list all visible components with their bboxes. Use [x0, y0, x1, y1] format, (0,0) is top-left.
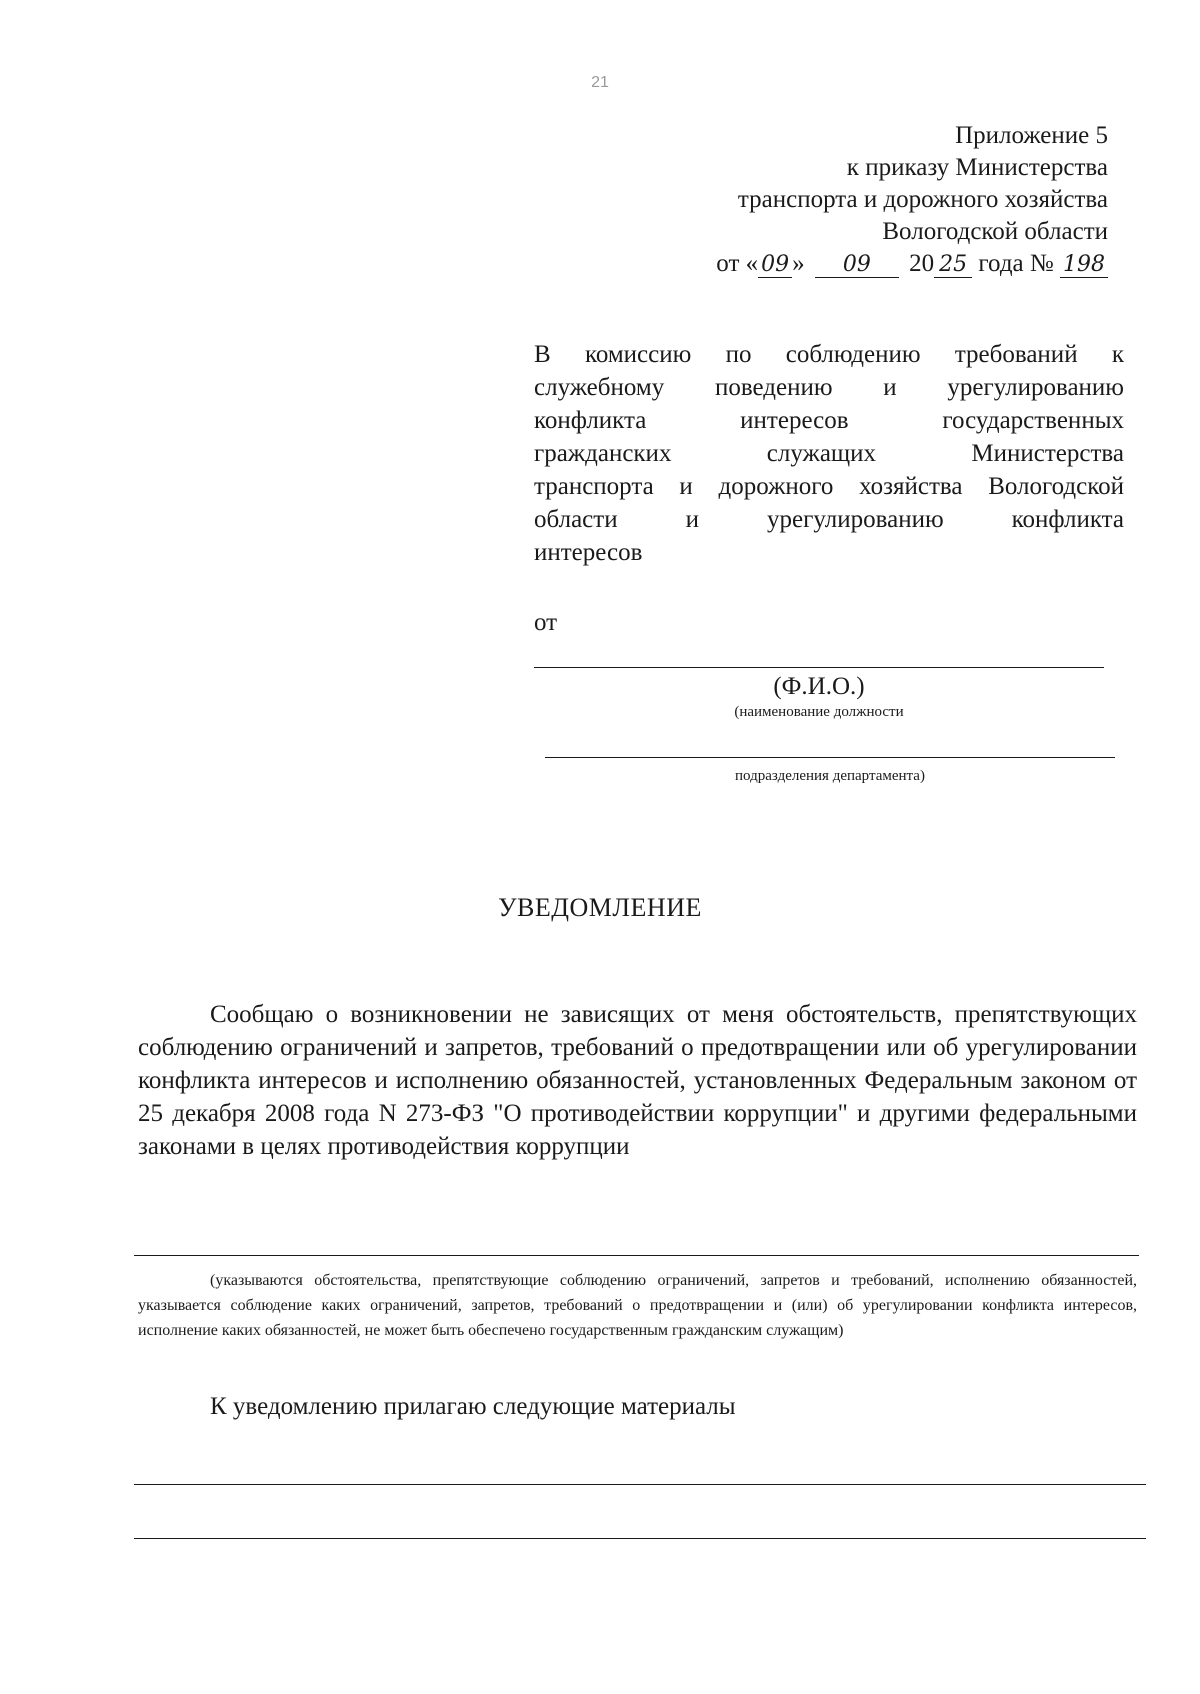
addressee-line: конфликта интересов государственных [534, 407, 1124, 434]
addressee-line: В комиссию по соблюдению требований к [534, 341, 1124, 368]
appendix-date-line [716, 248, 1108, 280]
attachments-label: К уведомлению прилагаю следующие материалы [210, 1393, 736, 1420]
attachments-blank-line-1 [134, 1484, 1146, 1485]
attachments-blank-line-2 [134, 1538, 1146, 1539]
notification-body: Сообщаю о возникновении не зависящих от меня обстоятельств, препятствующих соблюдению ограничений и запретов, требований о предотвращении или об урегулировании конфликта интересов и исполнению обязанностей, установленных Федеральным законом от 25 декабря 2008 года N 273-ФЗ "О противодействии коррупции" и другими федеральными законами в целях противодействия коррупции [138, 1001, 1137, 1160]
appendix-ministry: транспорта и дорожного хозяйства [737, 186, 1108, 213]
appendix-order-ref: к приказу Министерства [846, 154, 1108, 181]
department-caption: подразделения департамента) [735, 768, 925, 784]
date-word: года № [978, 250, 1054, 277]
date-year-prefix: 20 [909, 250, 935, 277]
addressee-line: транспорта и дорожного хозяйства Вологодской [534, 473, 1124, 500]
page-number: 21 [591, 74, 609, 91]
circumstances-blank-line [134, 1255, 1139, 1256]
date-year-handwritten: 25 [934, 253, 972, 278]
addressee-block [534, 338, 1124, 569]
position-caption: (наименование должности [734, 704, 904, 720]
from-label: от [534, 609, 558, 636]
appendix-header [716, 120, 1108, 280]
fio-caption-block [534, 672, 1104, 722]
date-month-handwritten: 09 [815, 253, 899, 278]
addressee-line: служебному поведению и урегулированию [534, 374, 1124, 401]
fio-blank-line [534, 667, 1104, 668]
fio-label: (Ф.И.О.) [773, 673, 865, 700]
addressee-line: гражданских служащих Министерства [534, 440, 1124, 467]
date-quote-close: » [792, 250, 805, 277]
circumstances-note: (указываются обстоятельства, препятствующие соблюдению ограничений, запретов и требований, исполнению обязанностей, указывается соблюдение каких ограничений, запретов, требований о предотвращении и (или) об урегулировании конфликта интересов, исполнение каких обязанностей, не может быть обеспечено государственным гражданским служащим) [138, 1272, 1137, 1339]
order-number-handwritten: 198 [1060, 253, 1108, 278]
addressee-line: области и урегулированию конфликта [534, 506, 1124, 533]
appendix-region: Вологодской области [882, 218, 1108, 245]
addressee-line: интересов [534, 539, 643, 566]
position-blank-line [545, 757, 1115, 758]
appendix-title: Приложение 5 [955, 122, 1108, 149]
date-prefix: от « [716, 250, 759, 277]
document-title: УВЕДОМЛЕНИЕ [498, 893, 702, 922]
date-day-handwritten: 09 [758, 253, 792, 278]
